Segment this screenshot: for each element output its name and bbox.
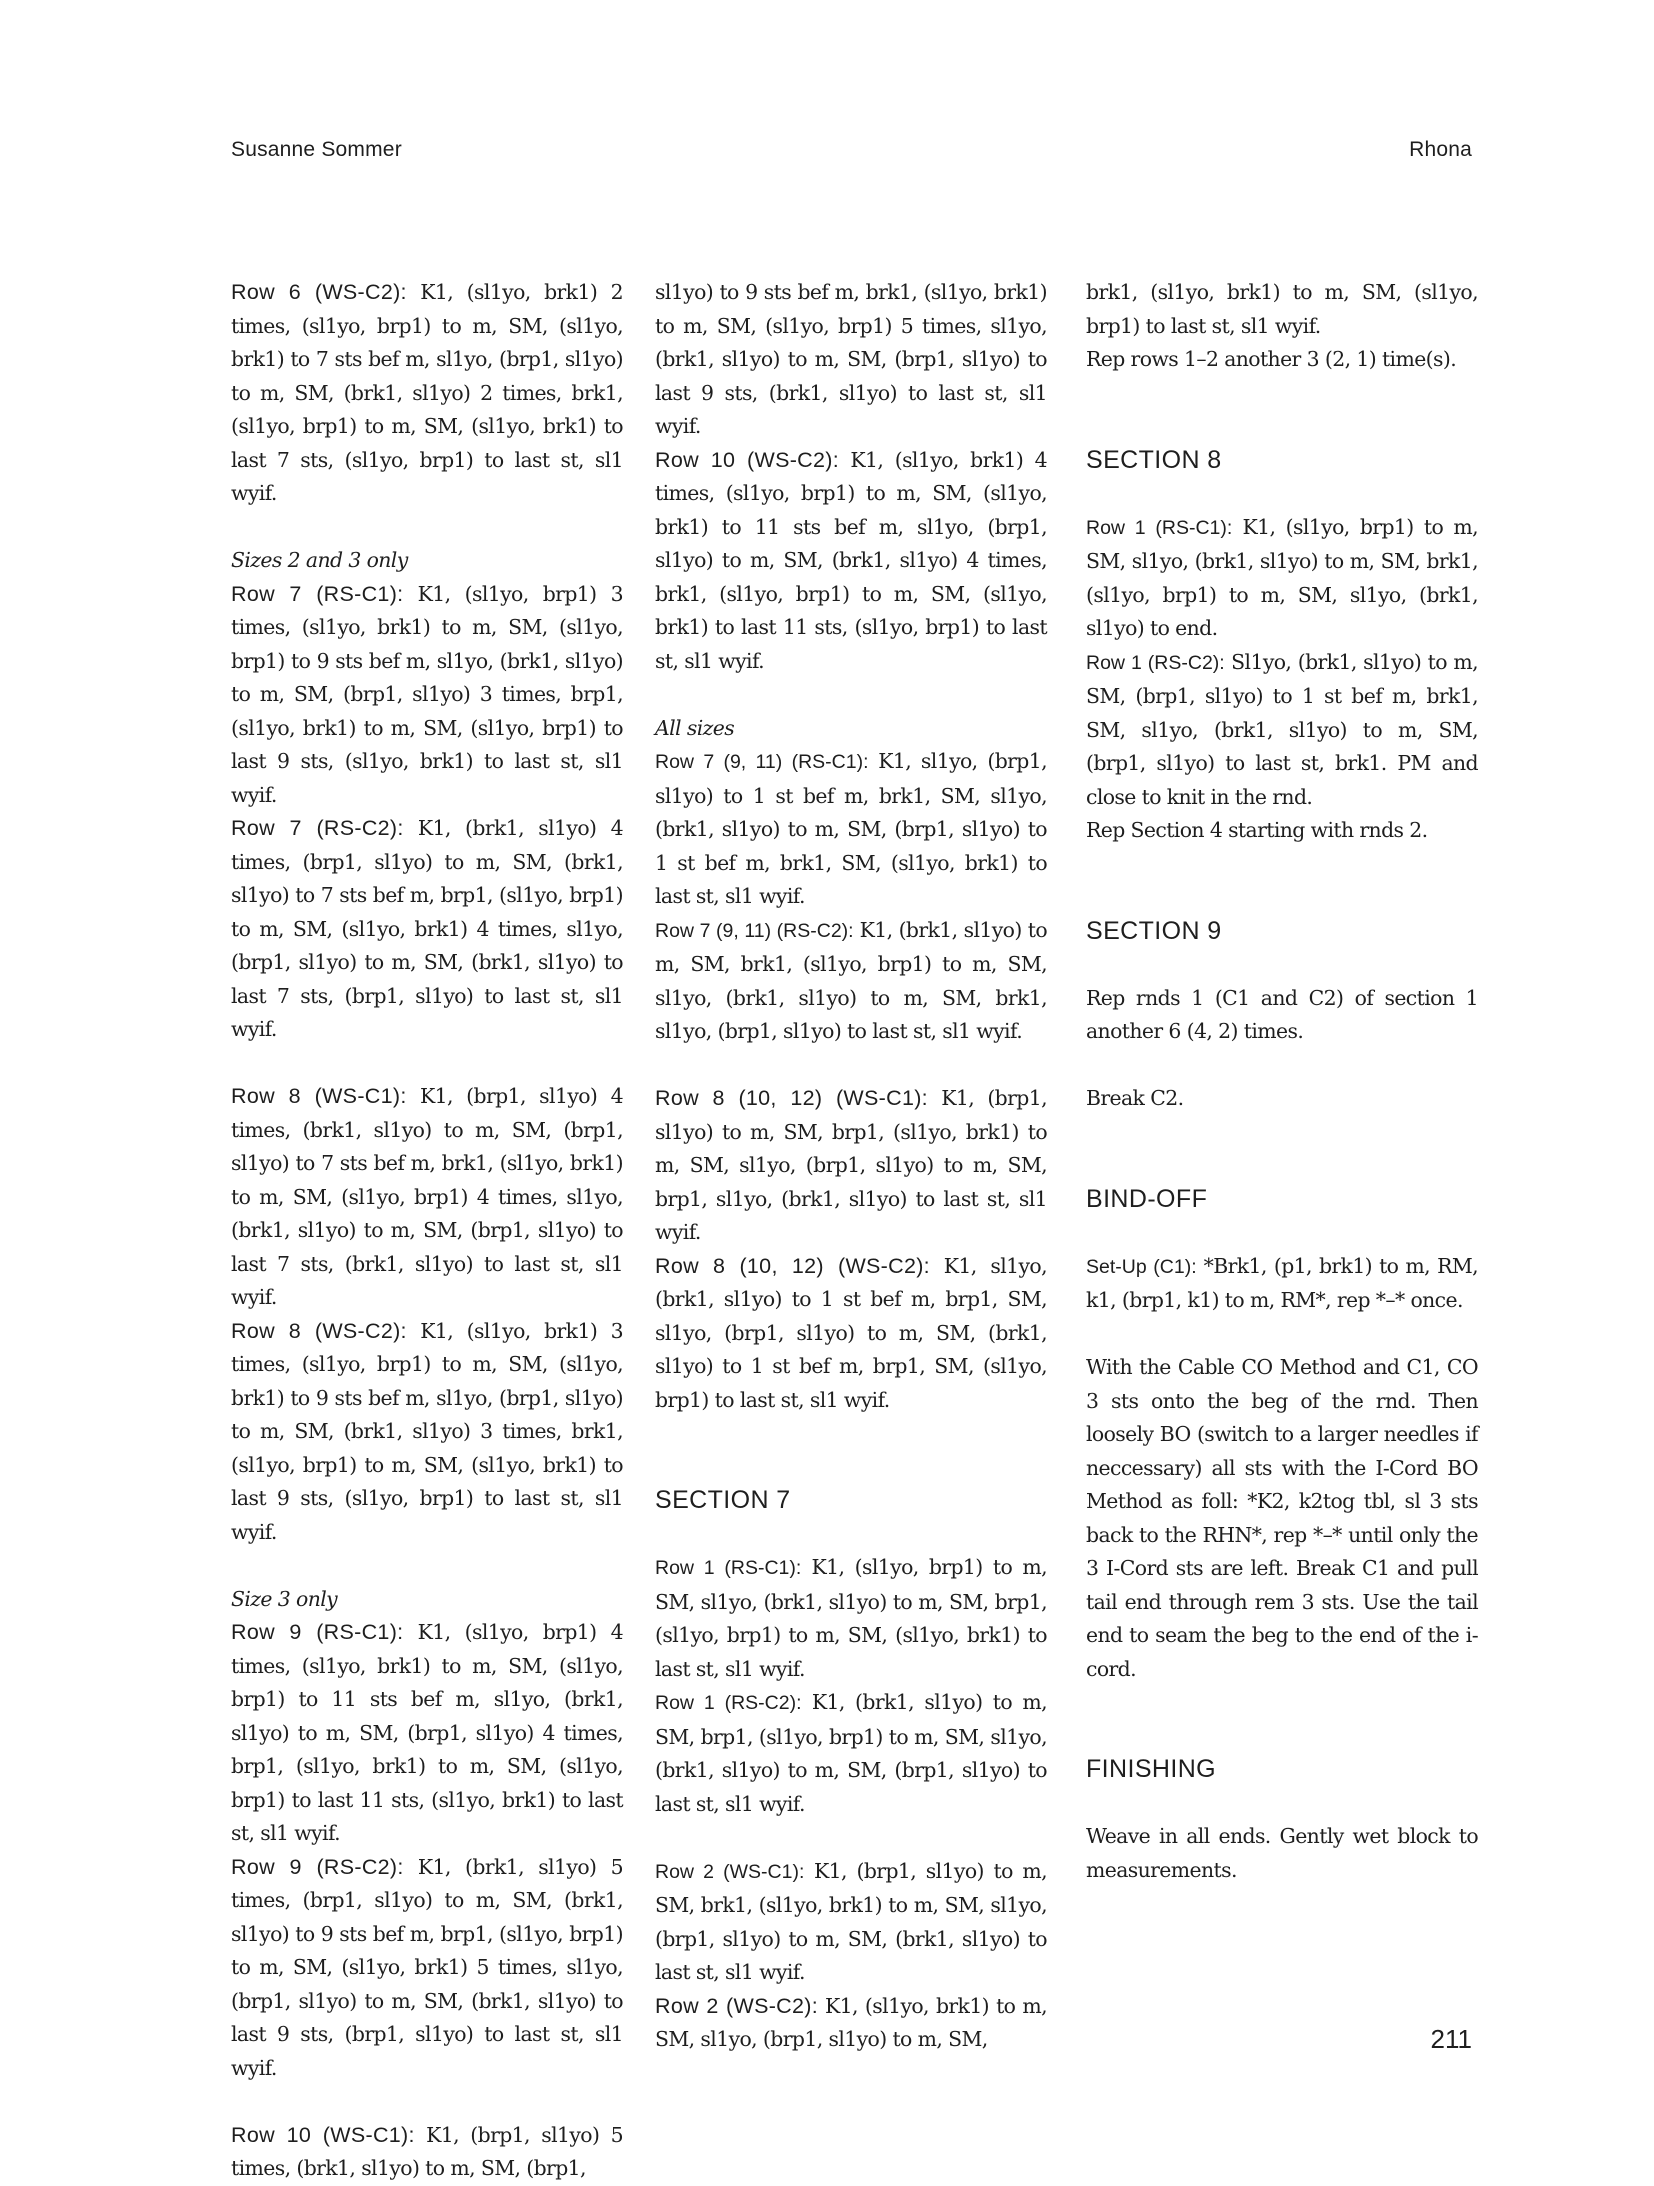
row10-ws-c1 [231, 2119, 623, 2186]
row-text: K1, (sl1yo, brk1) to m, SM, sl1yo, (brp1, sl1yo) to m, SM, [655, 1993, 1047, 2051]
row-text: K1, (sl1yo, brk1) 2 times, (sl1yo, brp1) to m, SM, (sl1yo, brk1) to 7 sts bef m, sl1yo, (brp1, sl1yo) to m, SM, (brk1, sl1yo) 2 times, brk1, (sl1yo, brp1) to m, SM, (sl1yo, brk1) to last 7 sts, (sl1yo, brp1) to last st, sl1 wyif. [231, 280, 623, 505]
row-text: K1, sl1yo, (brp1, sl1yo) to 1 st bef m, brk1, SM, sl1yo, (brk1, sl1yo) to m, SM, (brp1, sl1yo) to 1 st bef m, brk1, SM, (sl1yo, brk1) to last st, sl1 wyif. [655, 749, 1047, 908]
row8-all-ws-c2 [655, 1250, 1047, 1418]
row-text: K1, (brk1, sl1yo) 5 times, (brp1, sl1yo) to m, SM, (brk1, sl1yo) to 9 sts bef m, brp1, (sl1yo, brp1) to m, SM, (sl1yo, brk1) 5 times, sl1yo, (brp1, sl1yo) to m, SM, (brk1, sl1yo) to last 9 sts, (brp1, sl1yo) to last st, sl1 wyif. [231, 1854, 623, 2080]
row-label: Set-Up (C1): [1086, 1255, 1197, 1278]
break-c2-text: Break C2. [1086, 1086, 1184, 1110]
row-text: K1, (brk1, sl1yo) to m, SM, brk1, (sl1yo, brp1) to m, SM, sl1yo, (brk1, sl1yo) to m, SM, brk1, sl1yo, (brp1, sl1yo) to last st, sl1 wyif. [655, 917, 1048, 1043]
row-text: K1, (sl1yo, brk1) 4 times, (sl1yo, brp1) to m, SM, (sl1yo, brk1) to 11 sts bef m, sl1yo, (brp1, sl1yo) to m, SM, (brk1, sl1yo) 4 times, brk1, (sl1yo, brp1) to m, SM, (sl1yo, brk1) to last 11 sts, (sl1yo, brp1) to last st, sl1 wyif. [655, 447, 1047, 673]
bind-off-heading: BIND-OFF [1086, 1184, 1208, 1213]
row-label: Row 1 (RS-C2): [1086, 651, 1225, 674]
row-text: Sl1yo, (brk1, sl1yo) to m, SM, (brp1, sl1yo) to 1 st bef m, brk1, SM, sl1yo, (brk1, sl1yo) to m, SM, (brp1, sl1yo) to last st, brk1. PM and close to knit in the rnd. [1086, 649, 1478, 809]
row7-all-rs-c1 [655, 745, 1047, 914]
s8-row1-rs-c2 [1086, 646, 1478, 815]
row6-ws-c2 [231, 276, 623, 511]
row-text: K1, (sl1yo, brp1) 3 times, (sl1yo, brk1) to m, SM, (sl1yo, brp1) to 9 sts bef m, sl1yo, (brk1, sl1yo) to m, SM, (brp1, sl1yo) 3 times, brp1, (sl1yo, brk1) to m, SM, (sl1yo, brp1) to last 9 sts, (sl1yo, brk1) to last st, sl1 wyif. [231, 581, 624, 807]
row-text: K1, (brp1, sl1yo) to m, SM, brk1, (sl1yo, brk1) to m, SM, sl1yo, (brp1, sl1yo) to m, SM, (brk1, sl1yo) to last st, sl1 wyif. [655, 1858, 1047, 1984]
bind-off-text: With the Cable CO Method and C1, CO 3 sts onto the beg of the rnd. Then loosely BO (switch to a larger needles if neccessary) all sts with the I-Cord BO Method as foll: *K2, k2tog tbl, sl 3 sts back to the RHN*, rep *–* until only the 3 I-Cord sts are left. Break C1 and pull tail end through rem 3 sts. Use the tail end to seam the beg to the end of the i-cord. [1086, 1355, 1478, 1681]
row-text: K1, (sl1yo, brp1) to m, SM, sl1yo, (brk1, sl1yo) to m, SM, brp1, (sl1yo, brp1) to m, SM, (sl1yo, brk1) to last st, sl1 wyif. [655, 1555, 1047, 1681]
row-text: K1, (sl1yo, brp1) 4 times, (sl1yo, brk1) to m, SM, (sl1yo, brp1) to 11 sts bef m, sl1yo, (brk1, sl1yo) to m, SM, (brp1, sl1yo) 4 times, brp1, (sl1yo, brk1) to m, SM, (sl1yo, brp1) to last 11 sts, (sl1yo, brk1) to last st, sl1 wyif. [231, 1620, 624, 1845]
row-label: Row 2 (WS-C1): [655, 1860, 805, 1883]
row-text: K1, (brk1, sl1yo) 4 times, (brp1, sl1yo) to m, SM, (brk1, sl1yo) to 7 sts bef m, brp1, (sl1yo, brp1) to m, SM, (sl1yo, brk1) 4 times, sl1yo, (brp1, sl1yo) to m, SM, (brk1, sl1yo) to last 7 sts, (brp1, sl1yo) to last st, sl1 wyif. [231, 816, 623, 1041]
row-label: Row 9 (RS-C1): [231, 1620, 404, 1644]
row-label: Row 1 (RS-C1): [655, 1557, 802, 1579]
row-label: Row 7 (9, 11) (RS-C1): [655, 751, 869, 773]
row-text: K1, (sl1yo, brp1) to m, SM, sl1yo, (brk1, sl1yo) to m, SM, brk1, (sl1yo, brp1) to m, SM, sl1yo, (brk1, sl1yo) to end. [1086, 514, 1478, 640]
row-text: K1, (brp1, sl1yo) 5 times, (brk1, sl1yo) to m, SM, (brp1, [231, 2122, 623, 2180]
size-label: All sizes [655, 715, 735, 740]
row-label: Row 1 (RS-C1): [1086, 516, 1233, 539]
rep-section4-text: Rep Section 4 starting with rnds 2. [1086, 818, 1428, 842]
row-label: Row 7 (RS-C2): [231, 816, 404, 840]
row-text: K1, (brp1, sl1yo) to m, SM, brp1, (sl1yo, brk1) to m, SM, sl1yo, (brp1, sl1yo) to m, SM, brp1, sl1yo, (brk1, sl1yo) to last st, sl1 wyif. [655, 1086, 1047, 1244]
row8-ws-c1 [231, 1080, 623, 1315]
row-label: Row 10 (WS-C1): [231, 2122, 415, 2147]
row8-ws-c2 [231, 1315, 623, 1550]
section-9-text: Rep rnds 1 (C1 and C2) of section 1 another 6 (4, 2) times. [1086, 985, 1478, 1043]
row-label: Row 8 (WS-C1): [231, 1084, 407, 1108]
column-1 [231, 276, 623, 2186]
s7-row1-rs-c1 [655, 1551, 1047, 1686]
s7-row1-rs-c2 [655, 1686, 1047, 1821]
finishing-text: Weave in all ends. Gently wet block to measurements. [1086, 1824, 1478, 1882]
row-text: K1, (sl1yo, brk1) 3 times, (sl1yo, brp1) to m, SM, (sl1yo, brk1) to 9 sts bef m, sl1yo, (brp1, sl1yo) to m, SM, (brk1, sl1yo) 3 times, brk1, (sl1yo, brp1) to m, SM, (sl1yo, brk1) to last 9 sts, (sl1yo, brp1) to last st, sl1 wyif. [231, 1318, 623, 1544]
row-text: K1, (brp1, sl1yo) 4 times, (brk1, sl1yo) to m, SM, (brp1, sl1yo) to 7 sts bef m, brk1, (sl1yo, brk1) to m, SM, (sl1yo, brp1) 4 times, sl1yo, (brk1, sl1yo) to m, SM, (brp1, sl1yo) to last 7 sts, (brk1, sl1yo) to last st, sl1 wyif. [231, 1084, 624, 1309]
page-number: 211 [1430, 2024, 1472, 2054]
row10-ws-c1-continued: sl1yo) to 9 sts bef m, brk1, (sl1yo, brk1) to m, SM, (sl1yo, brp1) 5 times, sl1yo, (brk1, sl1yo) to m, SM, (brp1, sl1yo) to last 9 sts, (brk1, sl1yo) to last st, sl1 wyif. [655, 280, 1047, 438]
s7-row2-ws-c2 [655, 1990, 1047, 2057]
section-9-heading: SECTION 9 [1086, 916, 1222, 945]
size-label: Size 3 only [231, 1586, 338, 1611]
section-7-heading: SECTION 7 [655, 1486, 791, 1514]
row7-rs-c2 [231, 812, 623, 1047]
pattern-title-header: Rhona [1409, 138, 1472, 161]
row-label: Row 1 (RS-C2): [655, 1692, 802, 1714]
row9-rs-c2 [231, 1851, 623, 2086]
row-label: Row 8 (10, 12) (WS-C1): [655, 1086, 928, 1110]
row-label: Row 7 (9, 11) (RS-C2): [655, 919, 854, 942]
s7-row2-ws-c2-continued: brk1, (sl1yo, brk1) to m, SM, (sl1yo, brp1) to last st, sl1 wyif. [1086, 280, 1478, 338]
row10-ws-c2 [655, 444, 1047, 679]
row-label: Row 6 (WS-C2): [231, 280, 407, 304]
finishing-heading: FINISHING [1086, 1755, 1216, 1783]
row8-all-ws-c1 [655, 1082, 1047, 1250]
author-header: Susanne Sommer [231, 138, 402, 161]
column-2 [655, 276, 1047, 2057]
column-3 [1086, 276, 1478, 1887]
row9-rs-c1 [231, 1616, 623, 1851]
section-8-heading: SECTION 8 [1086, 445, 1222, 474]
rep-rows-text: Rep rows 1–2 another 3 (2, 1) time(s). [1086, 347, 1457, 371]
row-label: Row 8 (WS-C2): [231, 1318, 407, 1343]
row7-all-rs-c2 [655, 914, 1047, 1049]
row-text: K1, (brk1, sl1yo) to m, SM, brp1, (sl1yo, brp1) to m, SM, sl1yo, (brk1, sl1yo) to m, SM, (brp1, sl1yo) to last st, sl1 wyif. [655, 1690, 1047, 1816]
size-label: Sizes 2 and 3 only [231, 548, 408, 572]
row-label: Row 10 (WS-C2): [655, 447, 839, 472]
row-text: *Brk1, (p1, brk1) to m, RM, k1, (brp1, k1) to m, RM*, rep *–* once. [1086, 1253, 1478, 1312]
row-text: K1, sl1yo, (brk1, sl1yo) to 1 st bef m, brp1, SM, sl1yo, (brp1, sl1yo) to m, SM, (brk1, sl1yo) to 1 st bef m, brp1, SM, (sl1yo, brp1) to last st, sl1 wyif. [655, 1253, 1047, 1412]
row-label: Row 7 (RS-C1): [231, 581, 404, 606]
s7-row2-ws-c1 [655, 1855, 1047, 1990]
row-label: Row 2 (WS-C2): [655, 1993, 818, 2018]
row7-rs-c1 [231, 578, 623, 813]
s8-row1-rs-c1 [1086, 511, 1478, 646]
setup-c1 [1086, 1250, 1478, 1318]
row-label: Row 8 (10, 12) (WS-C2): [655, 1253, 930, 1278]
row-label: Row 9 (RS-C2): [231, 1854, 404, 1879]
